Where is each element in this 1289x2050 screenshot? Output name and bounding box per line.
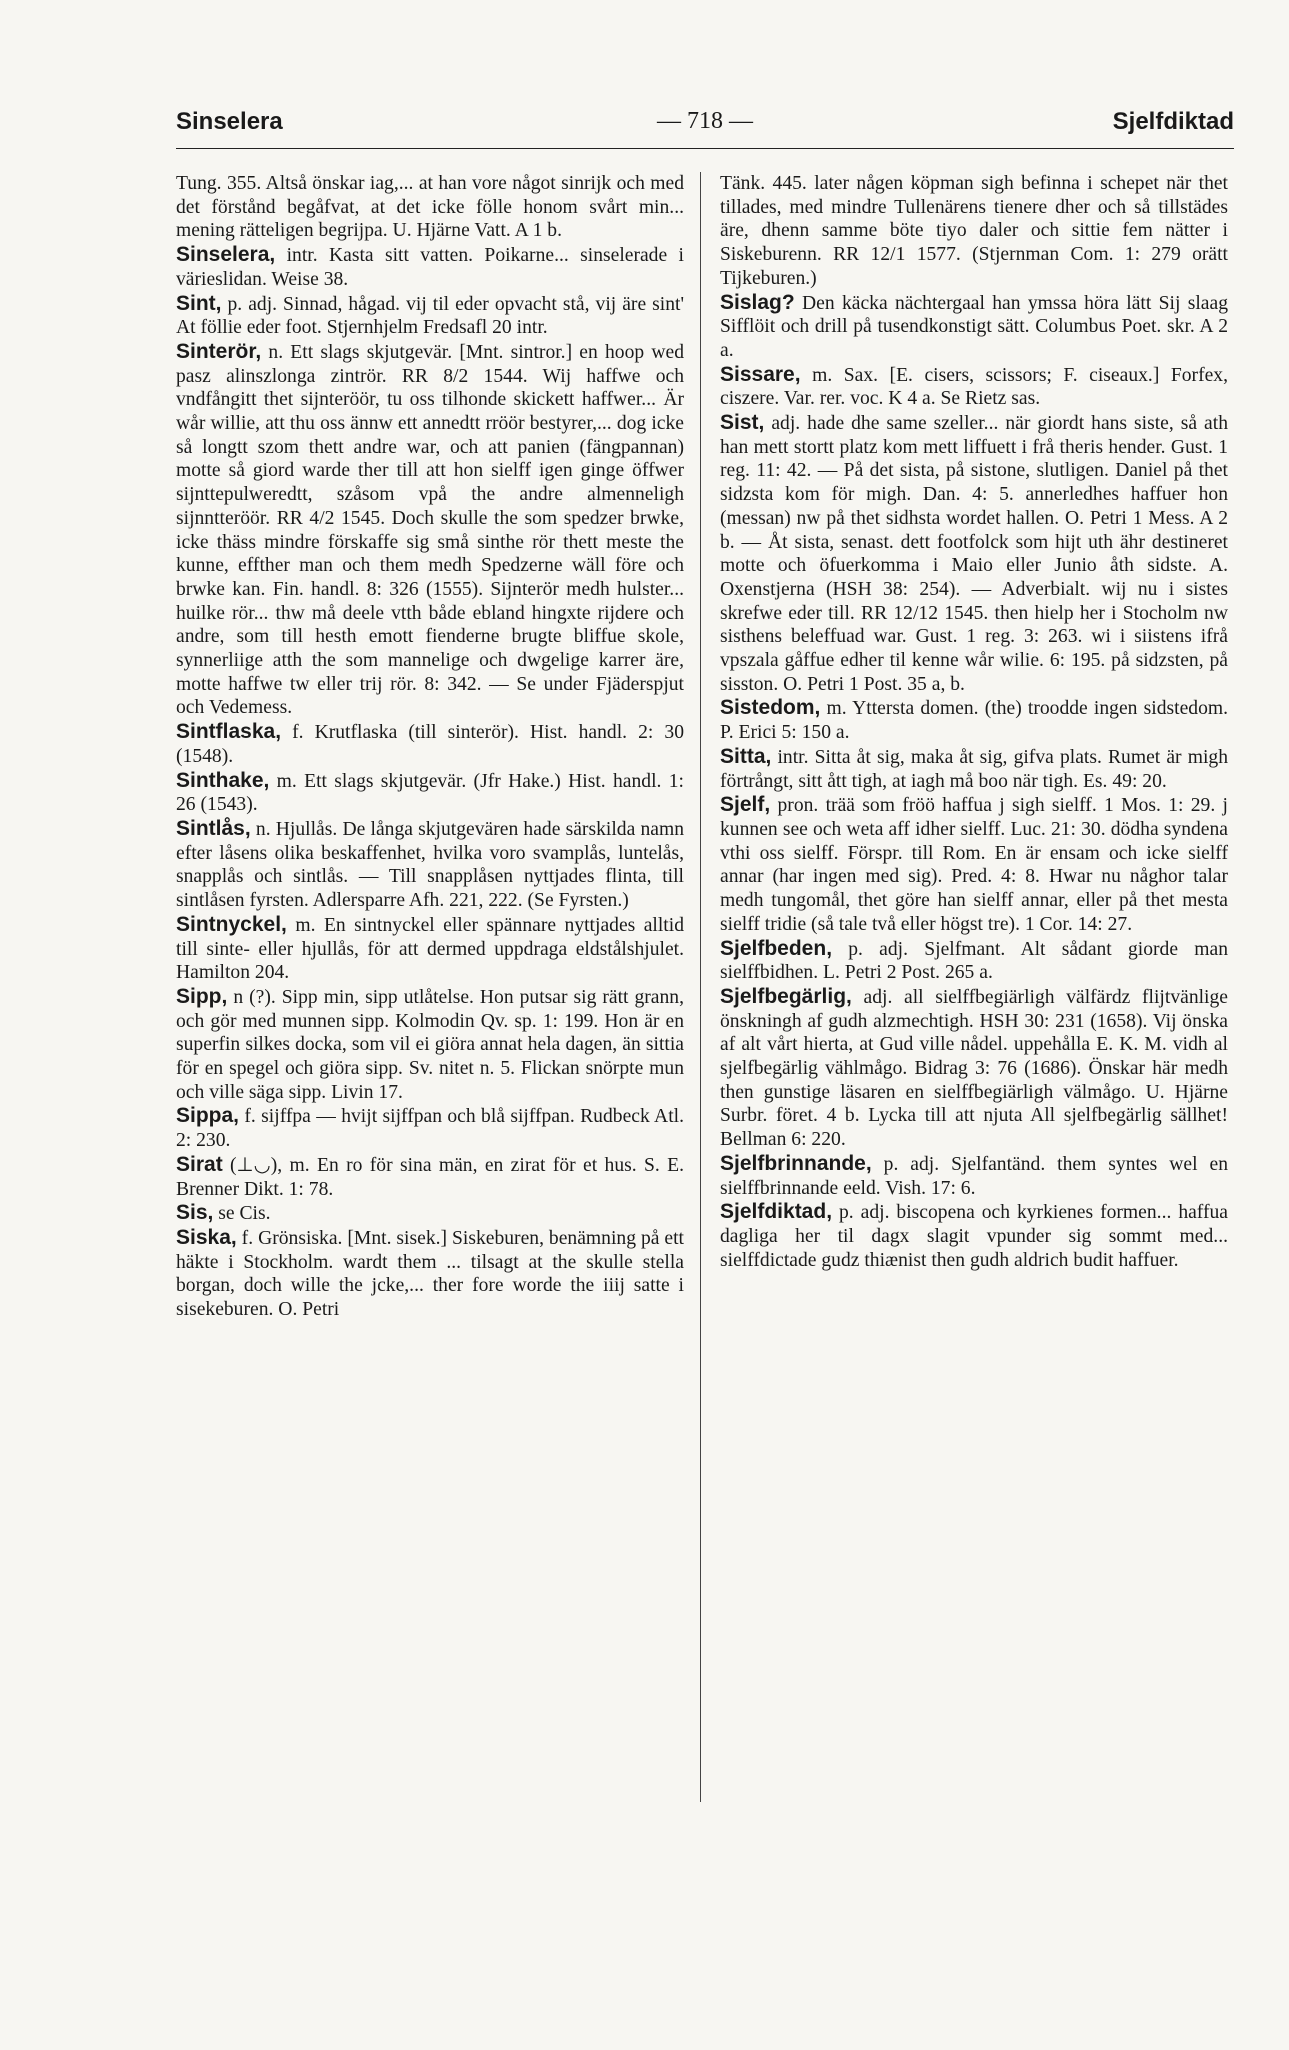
entry-headword: Sist, [720, 411, 765, 435]
entry-headword: Sippa, [176, 1104, 240, 1128]
entry-headword: Sistedom, [720, 696, 821, 720]
dictionary-entry [176, 243, 684, 291]
entry-text: Tung. 355. Altså önskar iag,... at han vore något sinrijk och med det förstånd begåfvat, at det icke fölle honom svårt min... mening rätteligen begrijpa. U. Hjärne Vatt. A 1 b. [176, 173, 684, 242]
entry-text: f. sijffpa — hvijt sijffpan och blå sijffpan. Rudbeck Atl. 2: 230. [176, 1106, 684, 1152]
entry-text: (⊥◡), m. En ro för sina män, en zirat för et hus. S. E. Brenner Dikt. 1: 78. [176, 1154, 684, 1200]
dictionary-entry [720, 937, 1228, 985]
entry-text: p. adj. biscopena och kyrkienes formen... haffua dagliga her til dagx slagit vpunder sig sommt med... sielffdictade gudz thiænist then gudh aldrich budit haffuer. [720, 1202, 1228, 1271]
first-headword: Sinselera [176, 108, 283, 135]
dictionary-entry [176, 913, 684, 985]
dictionary-entry [176, 1153, 684, 1201]
dictionary-entry [720, 172, 1228, 291]
dictionary-entry [176, 985, 684, 1105]
entry-headword: Sinselera, [176, 243, 276, 267]
dictionary-entry [720, 411, 1228, 696]
entry-headword: Sirat [176, 1152, 223, 1176]
dictionary-entry [720, 793, 1228, 936]
dictionary-entry [176, 1104, 684, 1152]
entry-text: Den käcka nächtergaal han ymssa höra lätt Sij slaag Sifflöit och drill på tusendkonstigt sätt. Columbus Poet. skr. A 2 a. [720, 292, 1228, 361]
entry-headword: Sissare, [720, 362, 801, 386]
entry-text: m. Ett slags skjutgevär. (Jfr Hake.) Hist. handl. 1: 26 (1543). [176, 770, 684, 816]
entry-text: p. adj. Sinnad, hågad. vij til eder opvacht stå, vij äre sint' At föllie eder foot. Stjernhjelm Fredsafl 20 intr. [176, 293, 684, 339]
entry-text: f. Grönsiska. [Mnt. sisek.] Siskeburen, benämning på ett häkte i Stockholm. wardt them ... tilsagt at the skulle stella borgan, doch wille the jcke,... ther fore worde the iiij satte i sisekeburen. O. Petri [176, 1227, 684, 1321]
entry-text: adj. hade dhe same szeller... när giordt hans siste, så ath han mett stortt platz kom mett liffuett i frå theris hender. Gust. 1 reg. 11: 42. — På det sista, på sistone, slutligen. Daniel på thet sidzsta kom för migh. Dan. 4: 5. annerledhes haffuer hon (messan) nw på thet sidhsta wordet hallen. O. Petri 1 Mess. A 2 b. — Åt sista, senast. dett footfolck som hijt uth ähr destineret motte och öfuerkomma i Maio eller Junio åth sidste. A. Oxenstjerna (HSH 38: 254). — Adverbialt. wij nu i sistes skrefwe eder till. RR 12/12 1545. then hielp her i Stocholm nw sisthens beleffuad war. Gust. 1 reg. 3: 263. wi i siistens ifrå vpszala gåffue edher til kenne wår wilie. 6: 195. på sidzsten, på sisston. O. Petri 1 Post. 35 a, b. [720, 413, 1228, 695]
dictionary-entry [176, 1201, 684, 1226]
dictionary-entry [176, 1226, 684, 1322]
entry-text: n. Ett slags skjutgevär. [Mnt. sintror.] en hoop wed pasz alinszlonga zintrör. RR 8/2 1544. Wij haffwe och vndfångitt thet sijnteröör, tu oss tilhonde skickett haffwer... Är wår willie, att thu oss ännw ett annedtt rröör bestyrer,... dog icke så longtt szom thett andre war, och att panien (fängpannan) motte så giord warde ther till att hon sielff igen ginge öffwer sijnttepulweredtt, szåsom vpå the andre almenneligh sijnntteröör. RR 4/2 1545. Doch skulle the som spedzer brwke, icke thäss mindre förskaffe sig små sinthe rör thett meste the kunne, effther man och them medh Spedzerne wäll före och brwke kan. Fin. handl. 8: 326 (1555). Sijnterör medh hulster... huilke rör... thw må deele vtth både ebland hingxte rijdere och andre, som till hesth emott fienderne brugte bliffue skole, synnerliige atth the som mannelige och dwgelige karrer äre, motte haffwe tw eller trij rör. 8: 342. — Se under Fjäderspjut och Vedemess. [176, 341, 684, 719]
dictionary-entry [720, 1152, 1228, 1200]
dictionary-entry [176, 292, 684, 340]
left-column [176, 172, 684, 1322]
entry-text: m. Yttersta domen. (the) troodde ingen sidstedom. P. Erici 5: 150 a. [720, 698, 1228, 744]
dictionary-entry [176, 769, 684, 817]
dictionary-entry [176, 817, 684, 913]
dictionary-entry [720, 1200, 1228, 1272]
entry-headword: Sjelfdiktad, [720, 1200, 833, 1224]
entry-text: Tänk. 445. later någen köpman sigh befinna i schepet när thet tillades, med mindre Tullenärens tienere dher och så tillstädes äre, dhenn samme böte tiyo daler och sittie fem nätter i Siskeburenn. RR 12/1 1577. (Stjernman Com. 1: 279 orätt Tijkeburen.) [720, 173, 1228, 289]
entry-headword: Sinterör, [176, 339, 262, 363]
entry-headword: Sintlås, [176, 816, 251, 840]
entry-headword: Sis, [176, 1201, 214, 1225]
entry-text: se Cis. [213, 1203, 271, 1225]
entry-headword: Sislag? [720, 290, 795, 314]
entry-text: intr. Sitta åt sig, maka åt sig, gifva plats. Rumet är migh förtrångt, sitt ått tigh, at iagh må boo när tigh. Es. 49: 20. [720, 746, 1228, 792]
entry-headword: Sipp, [176, 984, 228, 1008]
dictionary-entry [720, 745, 1228, 793]
dictionary-entry [720, 291, 1228, 363]
entry-text: pron. trää som fröö haffua j sigh sielff. 1 Mos. 1: 29. j kunnen see och weta aff idher sielff. Luc. 21: 30. dödha syndena vthi oss sielff. Förspr. till Rom. En är ensam och icke sielff annar (har ingen med sig). Pred. 4: 8. Hwar nu någhor talar medh tungomål, thet göre han sielff annar, eller på thet mesta sielff tridie (så tale två eller högst tre). 1 Cor. 14: 27. [720, 795, 1228, 935]
entry-headword: Sjelfbeden, [720, 936, 833, 960]
entry-text: adj. all sielffbegiärligh välfärdz flijtvänlige önskningh af gudh alzmechtigh. HSH 30: 231 (1658). Vij önska af alt vårt hierta, at Gud ville nådel. uppehålla E. K. M. vidh al sjelfbegärlig vählmågo. Bidrag 3: 76 (1686). Önskar här medh then gunstige läsaren en sielffbegiärligh välmågo. U. Hjärne Surbr. föret. 4 b. Lycka till att njuta All sjelfbegärlig sällhet! Bellman 6: 220. [720, 986, 1228, 1151]
entry-headword: Sjelfbrinnande, [720, 1151, 872, 1175]
entry-text: m. Sax. [E. cisers, scissors; F. ciseaux.] Forfex, ciszere. Var. rer. voc. K 4 a. Se Rietz sas. [720, 364, 1228, 410]
entry-text: intr. Kasta sitt vatten. Poikarne... sinselerade i värieslidan. Weise 38. [176, 245, 684, 290]
dictionary-entry [720, 363, 1228, 411]
entry-text: m. En sintnyckel eller spännare nyttjades alltid till sinte- eller hjullås, för att dermed uppdraga eldstålshjulet. Hamilton 204. [176, 914, 684, 984]
entry-text: f. Krutflaska (till sinterör). Hist. handl. 2: 30 (1548). [176, 722, 684, 767]
entry-headword: Sintflaska, [176, 720, 282, 744]
dictionary-entry [176, 172, 684, 243]
column-divider [700, 172, 701, 1802]
entry-headword: Sjelfbegärlig, [720, 984, 852, 1008]
last-headword: Sjelfdiktad [1112, 108, 1234, 135]
dictionary-entry [176, 340, 684, 720]
dictionary-entry [720, 696, 1228, 744]
page-number: — 718 — [657, 108, 753, 134]
entry-headword: Sint, [176, 291, 222, 315]
entry-text: n. Hjullås. De långa skjutgevären hade särskilda namn efter låsens olika beskaffenhet, hvilka voro svamplås, luntelås, snapplås och sintlås. — Till snapplåsen nyttjades flinta, till sintlåsen fyrsten. Adlersparre Afh. 221, 222. (Se Fyrsten.) [176, 818, 684, 912]
running-head [176, 108, 1234, 149]
entry-headword: Sitta, [720, 744, 772, 768]
entry-text: p. adj. Sjelfmant. Alt sådant giorde man sielffbidhen. L. Petri 2 Post. 265 a. [720, 938, 1228, 984]
entry-headword: Sjelf, [720, 793, 771, 817]
right-column [720, 172, 1228, 1272]
entry-text: n (?). Sipp min, sipp utlåtelse. Hon putsar sig rätt grann, och gör med munnen sipp. Kolmodin Qv. sp. 1: 199. Hon är en superfin silkes docka, som vil ei giöra annat hela dagen, än sittia för en spegel och giöra sipp. Sv. nitet n. 5. Flickan snörpte mun och ville säga sipp. Livin 17. [176, 986, 684, 1103]
entry-headword: Sinthake, [176, 768, 270, 792]
entry-headword: Sintnyckel, [176, 912, 287, 936]
entry-headword: Siska, [176, 1225, 237, 1249]
dictionary-entry [720, 985, 1228, 1152]
entry-text: p. adj. Sjelfantänd. them syntes wel en sielffbrinnande eeld. Vish. 17: 6. [720, 1153, 1228, 1199]
dictionary-entry [176, 720, 684, 768]
